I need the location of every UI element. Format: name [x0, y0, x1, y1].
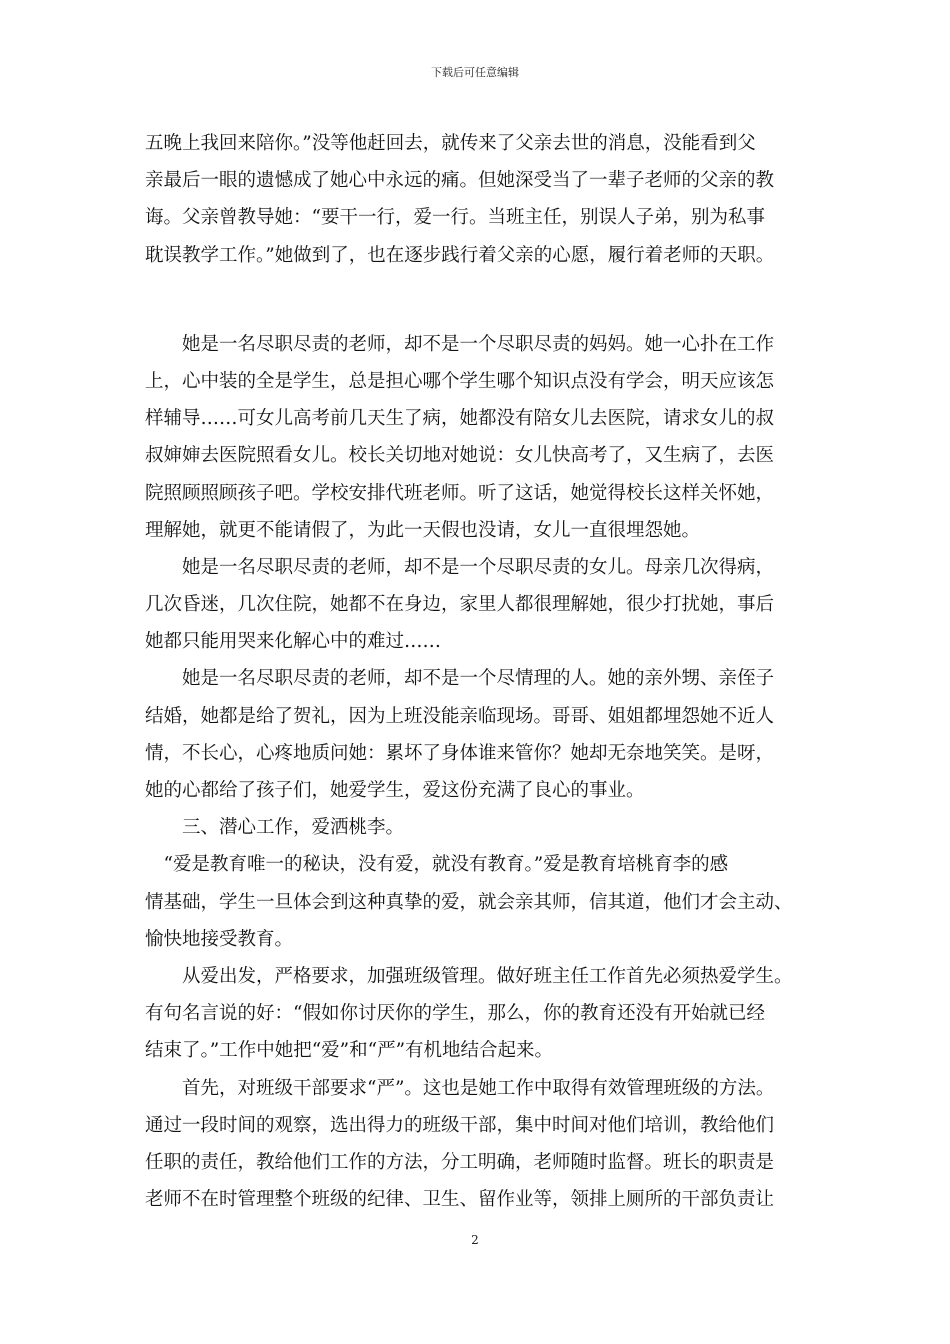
text-line: 上，心中装的全是学生，总是担心哪个学生哪个知识点没有学会，明天应该怎	[145, 370, 775, 392]
text-line: 她是一名尽职尽责的老师，却不是一个尽职尽责的妈妈。她一心扑在工作	[145, 333, 775, 355]
text-line: 有句名言说的好：“假如你讨厌你的学生，那么，你的教育还没有开始就已经	[145, 1003, 765, 1025]
text-line: 愉快地接受教育。	[145, 928, 294, 950]
text-line: 几次昏迷，几次住院，她都不在身边，家里人都很理解她，很少打扰她，事后	[145, 594, 775, 616]
text-line: 耽误教学工作。”她做到了，也在逐步践行着父亲的心愿，履行着老师的天职。	[145, 244, 775, 266]
paragraph-gap	[145, 274, 805, 326]
body-text	[145, 125, 805, 1218]
text-line: 她的心都给了孩子们，她爱学生，爱这份充满了良心的事业。	[145, 780, 645, 801]
text-line: 她是一名尽职尽责的老师，却不是一个尽情理的人。她的亲外甥、亲侄子	[145, 668, 775, 690]
text-line: 结束了。”工作中她把“爱”和“严”有机地结合起来。	[145, 1040, 554, 1062]
text-line: 结婚，她都是给了贺礼，因为上班没能亲临现场。哥哥、姐姐都埋怨她不近人	[145, 705, 775, 727]
page-header: 下载后可任意编辑	[431, 66, 519, 79]
text-line: 通过一段时间的观察，选出得力的班级干部，集中时间对他们培训，教给他们	[145, 1114, 775, 1136]
text-line: 五晚上我回来陪你。”没等他赶回去，就传来了父亲去世的消息，没能看到父	[145, 133, 756, 154]
text-line: 院照顾照顾孩子吧。学校安排代班老师。听了这话，她觉得校长这样关怀她，	[145, 482, 775, 504]
section-heading: 三、潜心工作，爱洒桃李。	[145, 817, 405, 839]
page-number: 2	[471, 1233, 479, 1247]
text-line: 任职的责任，教给他们工作的方法，分工明确，老师随时监督。班长的职责是	[145, 1151, 775, 1173]
text-line: 情，不长心，心疼地质问她：累坏了身体谁来管你？她却无奈地笑笑。是呀，	[145, 742, 775, 764]
text-line: 首先，对班级干部要求“严”。这也是她工作中取得有效管理班级的方法。	[145, 1077, 775, 1099]
text-line: 老师不在时管理整个班级的纪律、卫生、留作业等，领排上厕所的干部负责让	[145, 1189, 775, 1211]
text-line: 情基础，学生一旦体会到这种真挚的爱，就会亲其师，信其道，他们才会主动、	[145, 891, 793, 913]
text-line: 亲最后一眼的遗憾成了她心中永远的痛。但她深受当了一辈子老师的父亲的教	[145, 170, 775, 192]
text-line: 从爱出发，严格要求，加强班级管理。做好班主任工作首先必须热爱学生。	[145, 965, 793, 987]
text-line: “爱是教育唯一的秘诀，没有爱，就没有教育。”爱是教育培桃育李的感	[145, 854, 729, 876]
text-line: 她是一名尽职尽责的老师，却不是一个尽职尽责的女儿。母亲几次得病，	[145, 556, 775, 578]
text-line: 诲。父亲曾教导她：“要干一行，爱一行。当班主任，别误人子弟，别为私事	[145, 207, 765, 229]
text-line: 她都只能用哭来化解心中的难过……	[145, 631, 442, 653]
text-line: 叔婶婶去医院照看女儿。校长关切地对她说：女儿快高考了，又生病了，去医	[145, 445, 775, 467]
text-line: 理解她，就更不能请假了，为此一天假也没请，女儿一直很埋怨她。	[145, 519, 701, 541]
text-line: 样辅导……可女儿高考前几天生了病，她都没有陪女儿去医院，请求女儿的叔	[145, 408, 775, 430]
